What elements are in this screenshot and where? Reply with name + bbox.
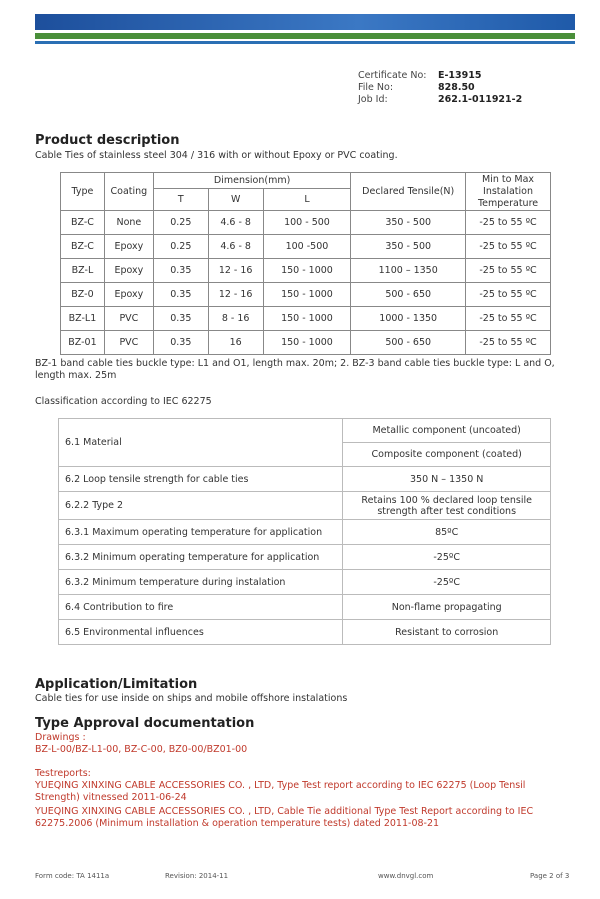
classification-value: Non-flame propagating (343, 595, 551, 620)
dimension-table (60, 172, 551, 355)
cell-t: 0.25 (153, 235, 208, 259)
header-green-rule (35, 33, 575, 39)
cell-coating: Epoxy (104, 259, 153, 283)
classification-label: 6.3.2 Minimum operating temperature for application (59, 545, 343, 570)
product-subtitle: Cable Ties of stainless steel 304 / 316 with or without Epoxy or PVC coating. (35, 150, 398, 161)
header-l: L (263, 189, 351, 211)
certificate-no-row (358, 70, 522, 82)
cell-coating: None (104, 211, 153, 235)
cell-type: BZ-C (61, 211, 105, 235)
job-id-row (358, 94, 522, 106)
certificate-no-label: Certificate No: (358, 70, 427, 81)
drawings-label: Drawings : (35, 732, 86, 743)
job-id-value: 262.1-011921-2 (438, 94, 523, 105)
testreports-label: Testreports: (35, 768, 91, 779)
certificate-no-value: E-13915 (438, 70, 482, 81)
classification-heading: Classification according to IEC 62275 (35, 396, 212, 407)
cell-coating: Epoxy (104, 235, 153, 259)
cell-w: 4.6 - 8 (208, 235, 263, 259)
cell-type: BZ-01 (61, 331, 105, 355)
cell-temp: -25 to 55 ºC (466, 211, 551, 235)
cell-t: 0.35 (153, 307, 208, 331)
classification-value: Resistant to corrosion (343, 620, 551, 645)
approval-heading: Type Approval documentation (35, 716, 255, 731)
footer-form-code: Form code: TA 1411a (35, 872, 110, 880)
cell-tensile: 1100 – 1350 (351, 259, 466, 283)
classification-value: -25ºC (343, 570, 551, 595)
header-coating: Coating (104, 173, 153, 211)
certificate-info (358, 70, 522, 106)
file-no-value: 828.50 (438, 82, 475, 93)
cell-temp: -25 to 55 ºC (466, 331, 551, 355)
classification-value: -25ºC (343, 545, 551, 570)
dimension-row (61, 331, 551, 355)
cell-temp: -25 to 55 ºC (466, 235, 551, 259)
header-blue-rule (35, 41, 575, 44)
cell-w: 12 - 16 (208, 283, 263, 307)
material-metallic: Metallic component (uncoated) (343, 419, 551, 443)
header-w: W (208, 189, 263, 211)
cell-l: 150 - 1000 (263, 307, 351, 331)
cell-l: 150 - 1000 (263, 331, 351, 355)
application-heading: Application/Limitation (35, 677, 198, 692)
dimension-row (61, 235, 551, 259)
cell-t: 0.25 (153, 211, 208, 235)
classification-row (59, 467, 551, 492)
test-report-2: YUEQING XINXING CABLE ACCESSORIES CO. , LTD, Cable Tie additional Type Test Report according to IEC 62275.2006 (Minimum installation & operation temperature tests) dated 2011-08-21 (35, 806, 534, 829)
header-temperature: Min to Max Instalation Temperature (466, 173, 551, 211)
cell-type: BZ-0 (61, 283, 105, 307)
classification-row (59, 620, 551, 645)
product-heading: Product description (35, 133, 180, 148)
cell-w: 12 - 16 (208, 259, 263, 283)
file-no-row (358, 82, 522, 94)
classification-table (58, 418, 551, 645)
header-band (35, 14, 575, 30)
application-text: Cable ties for use inside on ships and mobile offshore instalations (35, 693, 348, 704)
dimension-row (61, 283, 551, 307)
cell-l: 100 -500 (263, 235, 351, 259)
header-dimension: Dimension(mm) (153, 173, 350, 189)
cell-t: 0.35 (153, 331, 208, 355)
classification-label: 6.2 Loop tensile strength for cable ties (59, 467, 343, 492)
dimension-row (61, 307, 551, 331)
cell-tensile: 1000 - 1350 (351, 307, 466, 331)
cell-temp: -25 to 55 ºC (466, 259, 551, 283)
cell-type: BZ-L (61, 259, 105, 283)
classification-value: Retains 100 % declared loop tensile strength after test conditions (343, 492, 551, 520)
drawings-list: BZ-L-00/BZ-L1-00, BZ-C-00, BZ0-00/BZ01-00 (35, 744, 248, 755)
cell-coating: PVC (104, 331, 153, 355)
footer-page: Page 2 of 3 (530, 872, 570, 880)
cell-type: BZ-C (61, 235, 105, 259)
classification-value: 85ºC (343, 520, 551, 545)
cell-t: 0.35 (153, 259, 208, 283)
test-report-1: YUEQING XINXING CABLE ACCESSORIES CO. , LTD, Type Test report according to IEC 62275 (Loop Tensil Strength) vitnessed 2011-06-24 (35, 780, 526, 803)
header-type: Type (61, 173, 105, 211)
job-id-label: Job Id: (358, 94, 388, 105)
cell-tensile: 350 - 500 (351, 235, 466, 259)
cell-coating: Epoxy (104, 283, 153, 307)
classification-label: 6.3.2 Minimum temperature during instalation (59, 570, 343, 595)
cell-l: 150 - 1000 (263, 283, 351, 307)
dimension-row (61, 211, 551, 235)
cell-w: 8 - 16 (208, 307, 263, 331)
cell-l: 150 - 1000 (263, 259, 351, 283)
classification-value: 350 N – 1350 N (343, 467, 551, 492)
classification-row (59, 570, 551, 595)
cell-coating: PVC (104, 307, 153, 331)
cell-temp: -25 to 55 ºC (466, 307, 551, 331)
material-label: 6.1 Material (59, 419, 343, 467)
footer-revision: Revision: 2014-11 (165, 872, 229, 880)
cell-tensile: 500 - 650 (351, 283, 466, 307)
classification-row (59, 545, 551, 570)
buckle-note: BZ-1 band cable ties buckle type: L1 and O1, length max. 20m; 2. BZ-3 band cable ties buckle type: L and O, length max. 25m (35, 358, 555, 381)
cell-tensile: 350 - 500 (351, 211, 466, 235)
header-tensile: Declared Tensile(N) (351, 173, 466, 211)
cell-w: 4.6 - 8 (208, 211, 263, 235)
classification-label: 6.3.1 Maximum operating temperature for application (59, 520, 343, 545)
file-no-label: File No: (358, 82, 394, 93)
cell-temp: -25 to 55 ºC (466, 283, 551, 307)
cell-tensile: 500 - 650 (351, 331, 466, 355)
material-composite: Composite component (coated) (343, 443, 551, 467)
classification-label: 6.4 Contribution to fire (59, 595, 343, 620)
classification-label: 6.5 Environmental influences (59, 620, 343, 645)
classification-row (59, 595, 551, 620)
cell-l: 100 - 500 (263, 211, 351, 235)
cell-t: 0.35 (153, 283, 208, 307)
classification-label: 6.2.2 Type 2 (59, 492, 343, 520)
header-t: T (153, 189, 208, 211)
cell-w: 16 (208, 331, 263, 355)
classification-row (59, 520, 551, 545)
dimension-row (61, 259, 551, 283)
classification-row (59, 492, 551, 520)
footer-url[interactable]: www.dnvgl.com (378, 872, 434, 880)
cell-type: BZ-L1 (61, 307, 105, 331)
